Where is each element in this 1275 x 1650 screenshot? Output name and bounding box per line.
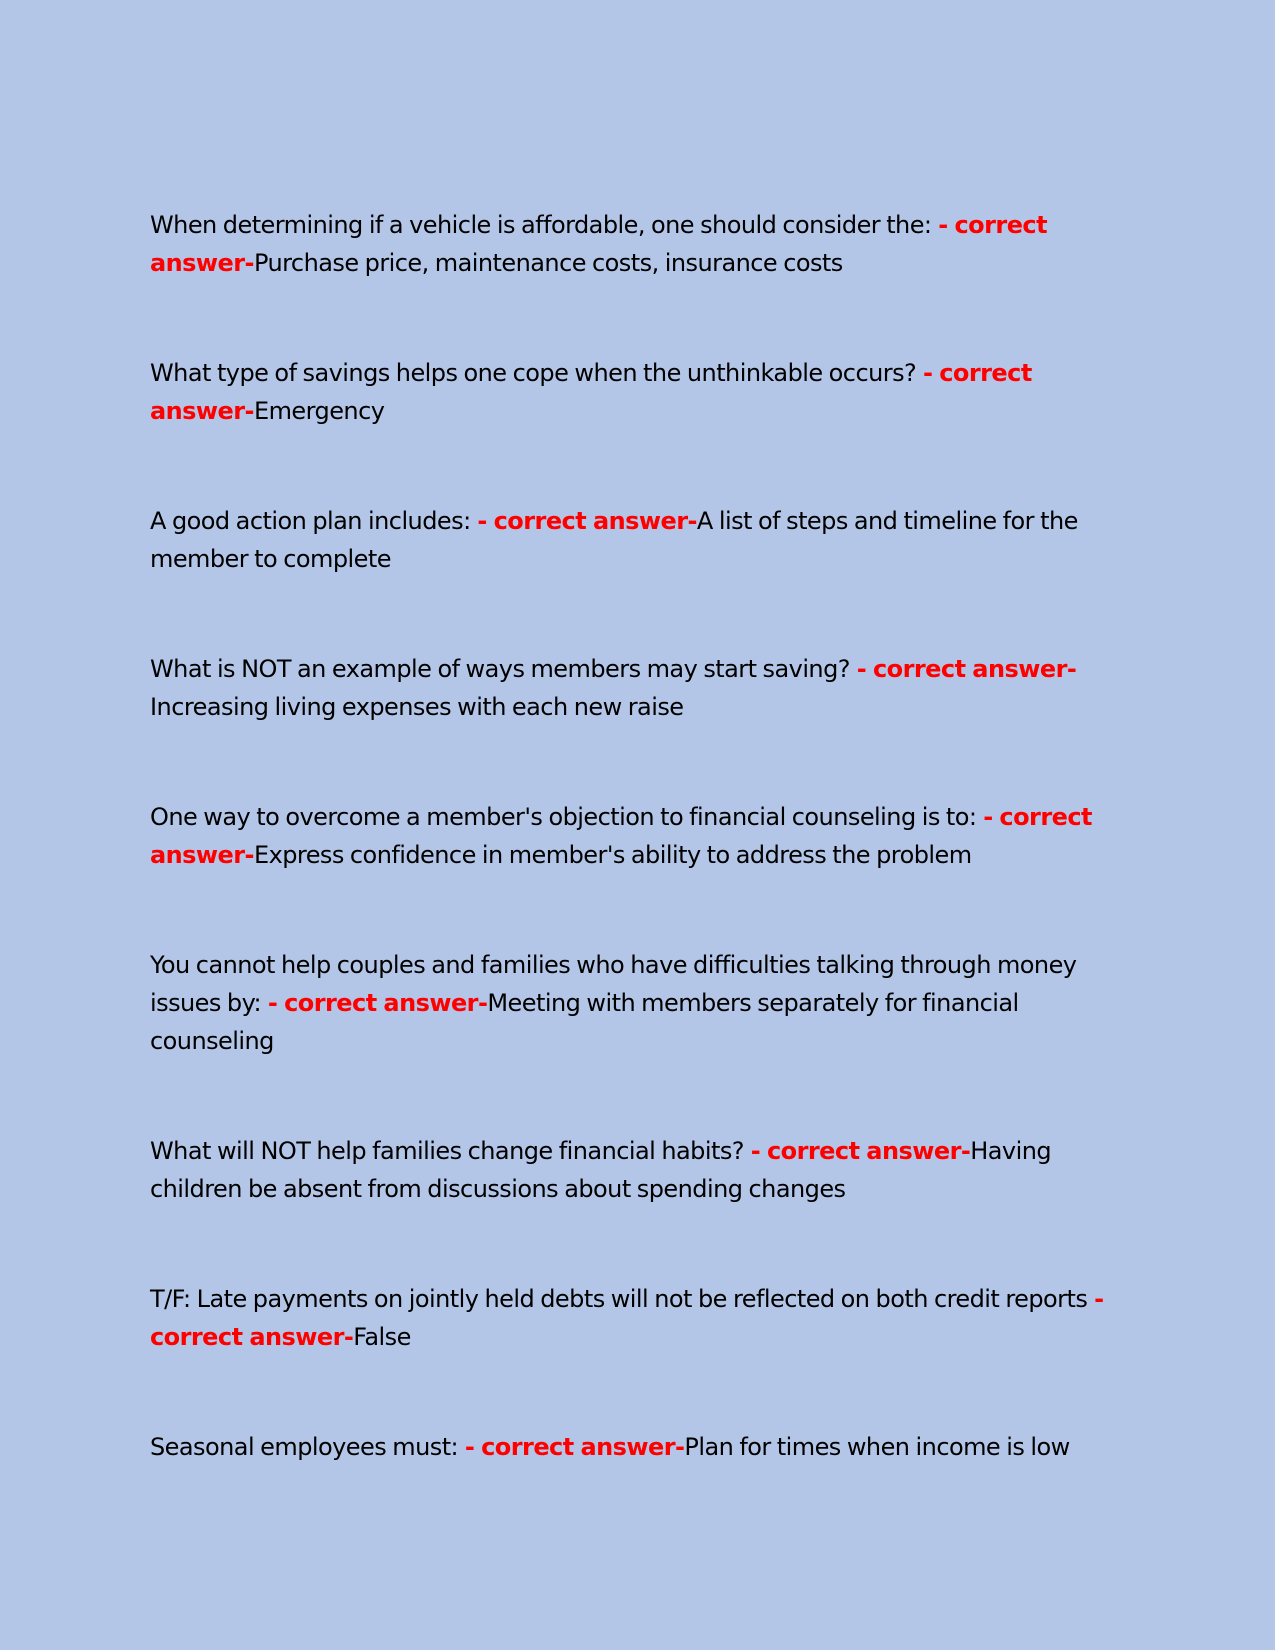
correct-answer-marker: - correct answer- (458, 1433, 685, 1461)
correct-answer-marker: - correct answer- (150, 359, 1032, 425)
qa-item (150, 206, 1125, 282)
correct-answer-marker: - correct answer- (743, 1137, 971, 1165)
qa-item (150, 798, 1125, 874)
answer-text: False (353, 1323, 411, 1351)
question-text: Seasonal employees must: (150, 1433, 459, 1461)
answer-text: A list of steps and timeline for the member to complete (150, 507, 1078, 573)
qa-item (150, 502, 1125, 578)
question-text: T/F: Late payments on jointly held debts will not be reflected on both credit reports (150, 1285, 1088, 1313)
qa-item (150, 650, 1125, 726)
answer-text: Emergency (253, 397, 385, 425)
answer-text: Express confidence in member's ability to address the problem (253, 841, 972, 869)
question-text: A good action plan includes: (150, 507, 471, 535)
question-text: You cannot help couples and families who have difficulties talking through money issues by: (150, 951, 1077, 1017)
correct-answer-marker: - correct answer- (849, 655, 1077, 683)
question-text: What type of savings helps one cope when the unthinkable occurs? (150, 359, 917, 387)
document-page (150, 206, 1125, 1538)
qa-item (150, 1132, 1125, 1208)
answer-text: Increasing living expenses with each new raise (150, 693, 684, 721)
answer-text: Purchase price, maintenance costs, insurance costs (253, 249, 843, 277)
answer-text: Plan for times when income is low (684, 1433, 1070, 1461)
answer-text: Having children be absent from discussions about spending changes (150, 1137, 1052, 1203)
qa-item (150, 354, 1125, 430)
correct-answer-marker: - correct answer- (150, 803, 1092, 869)
correct-answer-marker: - correct answer- (470, 507, 697, 535)
correct-answer-marker: - correct answer- (261, 989, 488, 1017)
answer-text: Meeting with members separately for financial counseling (150, 989, 1019, 1055)
question-text: One way to overcome a member's objection to financial counseling is to: (150, 803, 977, 831)
question-text: What is NOT an example of ways members may start saving? (150, 655, 850, 683)
qa-item (150, 1428, 1125, 1466)
qa-item (150, 946, 1125, 1060)
correct-answer-marker: - correct answer- (150, 1285, 1104, 1351)
qa-item (150, 1280, 1125, 1356)
question-text: What will NOT help families change financial habits? (150, 1137, 744, 1165)
question-text: When determining if a vehicle is affordable, one should consider the: (150, 211, 932, 239)
correct-answer-marker: - correct answer- (150, 211, 1048, 277)
